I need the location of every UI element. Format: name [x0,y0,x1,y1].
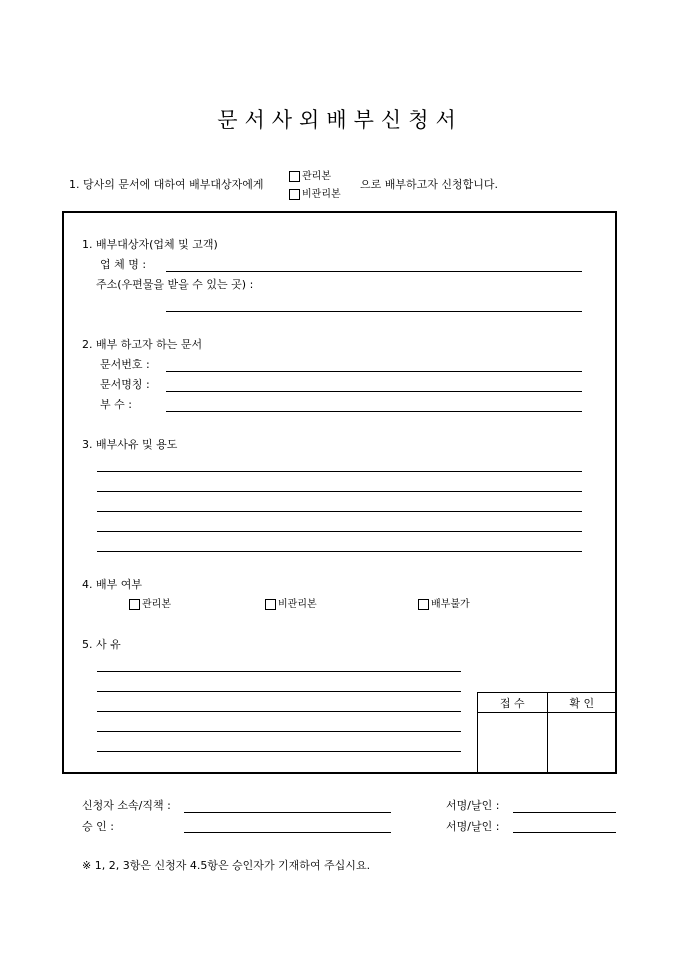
approver-sign-input[interactable] [513,832,616,833]
reason-line[interactable] [97,531,582,532]
section5-heading: 5. 사 유 [82,638,121,651]
receipt-header: 접 수 [478,693,548,713]
intro-prefix: 1. 당사의 문서에 대하여 배부대상자에게 [69,178,264,191]
cause-line[interactable] [97,671,461,672]
confirm-header: 확 인 [547,693,617,713]
section3-heading: 3. 배부사유 및 용도 [82,438,178,451]
decision-unmanaged-label: 비관리본 [278,599,317,610]
reason-line[interactable] [97,471,582,472]
doc-name-label: 문서명칭 : [100,378,150,391]
reason-line[interactable] [97,551,582,552]
reason-line[interactable] [97,491,582,492]
applicant-sign-label: 서명/날인 : [446,799,500,812]
footer-note: ※ 1, 2, 3항은 신청자 4.5항은 승인자가 기재하여 주십시요. [82,859,371,872]
applicant-input[interactable] [184,812,391,813]
intro-suffix: 으로 배부하고자 신청합니다. [360,178,499,191]
company-input[interactable] [166,271,582,272]
address-label: 주소(우편물을 받을 수 있는 곳) : [96,278,254,291]
decision-managed[interactable] [129,595,171,610]
receipt-table [477,692,617,774]
decision-unmanaged[interactable] [265,595,317,610]
reason-line[interactable] [97,511,582,512]
section4-heading: 4. 배부 여부 [82,578,142,591]
company-label: 업 체 명 : [100,258,147,271]
applicant-sign-input[interactable] [513,812,616,813]
section2-heading: 2. 배부 하고자 하는 문서 [82,338,203,351]
cause-line[interactable] [97,731,461,732]
approver-input[interactable] [184,832,391,833]
address-input[interactable] [166,311,582,312]
checkbox-managed[interactable] [289,171,300,182]
cause-line[interactable] [97,751,461,752]
checkbox-decision-managed[interactable] [129,599,140,610]
copies-label: 부 수 : [100,398,132,411]
intro-option-managed-label: 관리본 [302,171,331,182]
decision-rejected-label: 배부불가 [431,599,470,610]
copies-input[interactable] [166,411,582,412]
checkbox-decision-rejected[interactable] [418,599,429,610]
decision-managed-label: 관리본 [142,599,171,610]
section1-heading: 1. 배부대상자(업체 및 고객) [82,238,218,251]
intro-option-managed[interactable] [289,167,331,182]
confirm-cell[interactable] [547,713,617,774]
cause-line[interactable] [97,691,461,692]
approver-label: 승 인 : [82,820,114,833]
intro-option-unmanaged[interactable] [289,185,341,200]
doc-number-input[interactable] [166,371,582,372]
form-box [62,211,617,774]
doc-name-input[interactable] [166,391,582,392]
doc-number-label: 문서번호 : [100,358,150,371]
applicant-label: 신청자 소속/직책 : [82,799,171,812]
checkbox-decision-unmanaged[interactable] [265,599,276,610]
decision-rejected[interactable] [418,595,470,610]
cause-line[interactable] [97,711,461,712]
checkbox-unmanaged[interactable] [289,189,300,200]
approver-sign-label: 서명/날인 : [446,820,500,833]
intro-option-unmanaged-label: 비관리본 [302,189,341,200]
receipt-cell[interactable] [478,713,548,774]
page-title: 문서사외배부신청서 [217,108,463,132]
